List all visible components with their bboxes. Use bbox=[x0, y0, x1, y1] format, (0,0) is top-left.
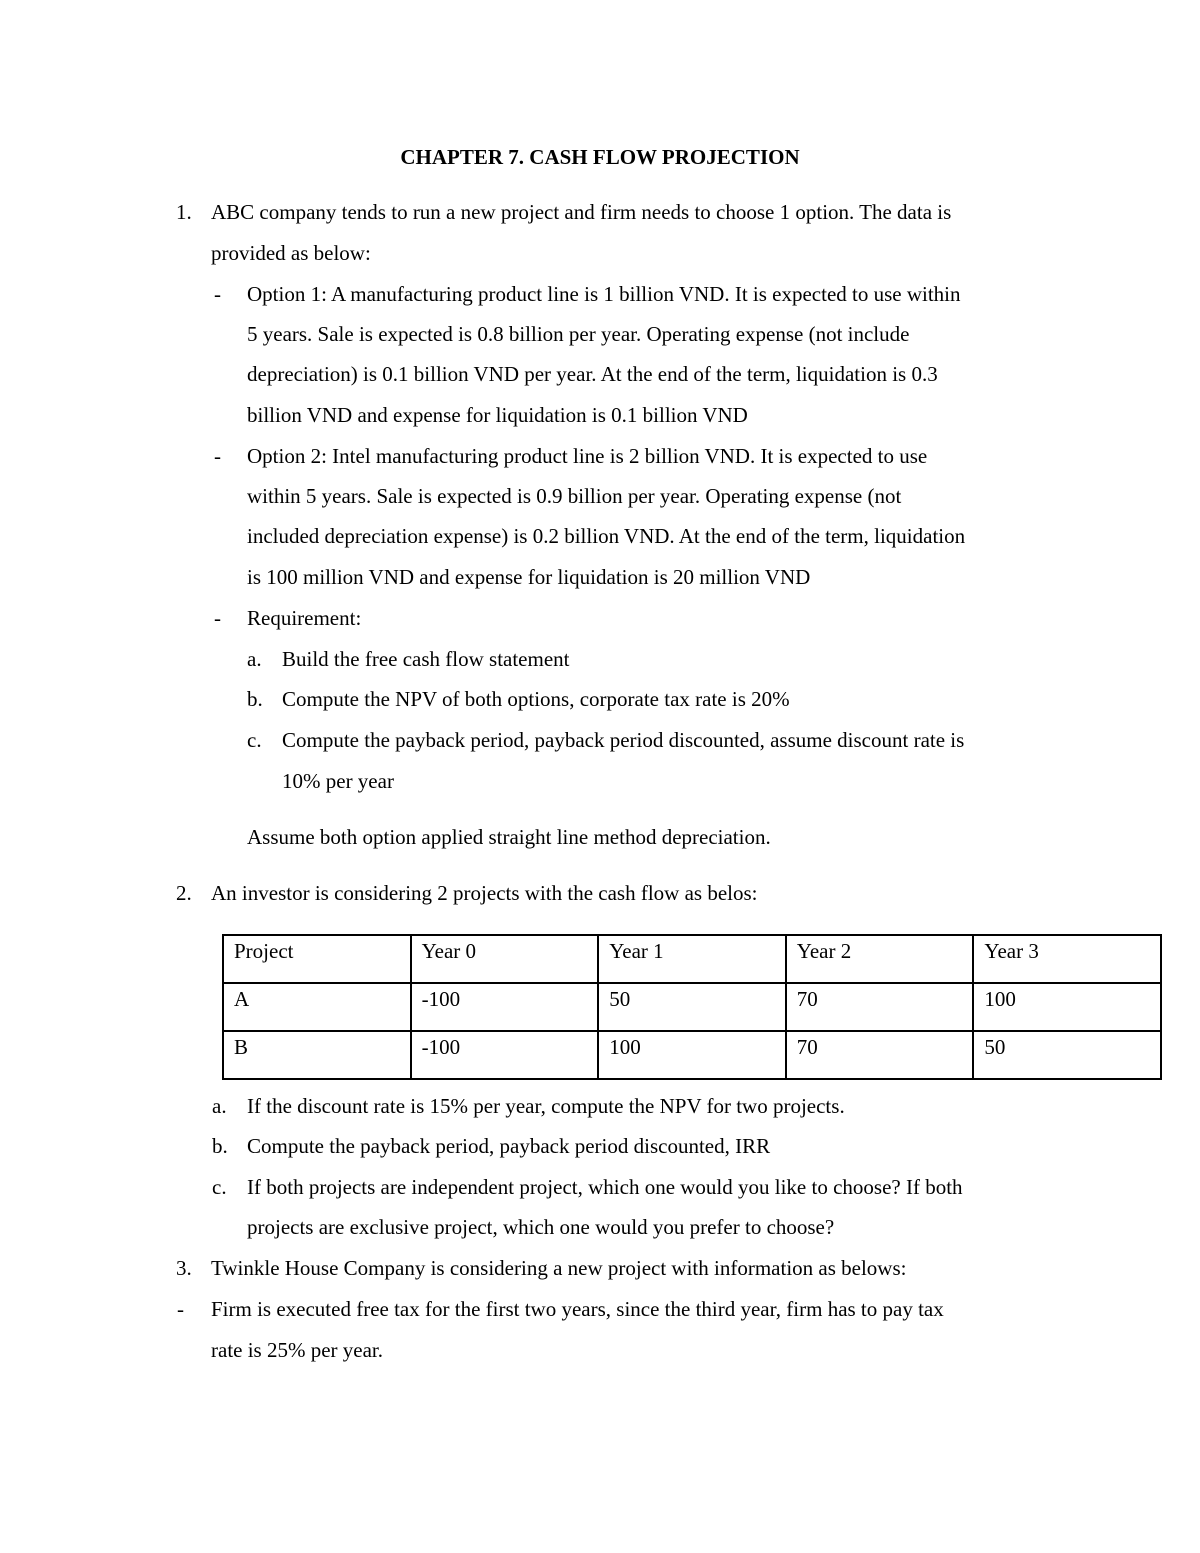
q2-c-letter: c. bbox=[212, 1175, 227, 1199]
cash-flow-table bbox=[222, 934, 1162, 1080]
req-c-text-2: 10% per year bbox=[282, 769, 394, 793]
q3-line-2: rate is 25% per year. bbox=[211, 1338, 384, 1362]
q2-a-letter: a. bbox=[212, 1094, 227, 1118]
q1-number: 1. bbox=[176, 200, 192, 224]
table-header-cell: Project bbox=[223, 935, 411, 983]
table-cell: 100 bbox=[973, 983, 1161, 1031]
option-1-line-4: billion VND and expense for liquidation is 0.1 billion VND bbox=[247, 403, 748, 427]
table-cell: A bbox=[223, 983, 411, 1031]
q2-b-letter: b. bbox=[212, 1134, 228, 1158]
table-header-cell: Year 3 bbox=[973, 935, 1161, 983]
table-cell: B bbox=[223, 1031, 411, 1079]
req-b-letter: b. bbox=[247, 687, 263, 711]
table-header-cell: Year 1 bbox=[598, 935, 786, 983]
option-1-line-3: depreciation) is 0.1 billion VND per year. At the end of the term, liquidation is 0.3 bbox=[247, 362, 938, 386]
req-a-letter: a. bbox=[247, 647, 262, 671]
chapter-title: CHAPTER 7. CASH FLOW PROJECTION bbox=[400, 145, 800, 169]
table-row bbox=[223, 983, 1161, 1031]
req-c-text-1: Compute the payback period, payback period discounted, assume discount rate is bbox=[282, 728, 965, 752]
option-1-bullet: - bbox=[214, 282, 221, 306]
table-cell: 100 bbox=[598, 1031, 786, 1079]
option-2-bullet: - bbox=[214, 444, 221, 468]
req-a-text: Build the free cash flow statement bbox=[282, 647, 570, 671]
table-header-cell: Year 0 bbox=[411, 935, 599, 983]
req-b-text: Compute the NPV of both options, corporate tax rate is 20% bbox=[282, 687, 790, 711]
option-2-line-4: is 100 million VND and expense for liquidation is 20 million VND bbox=[247, 565, 811, 589]
table-cell: -100 bbox=[411, 983, 599, 1031]
q3-line-1: Firm is executed free tax for the first two years, since the third year, firm has to pay tax bbox=[211, 1297, 944, 1321]
req-c-letter: c. bbox=[247, 728, 262, 752]
table-cell: 50 bbox=[598, 983, 786, 1031]
q3-bullet: - bbox=[177, 1297, 184, 1321]
q2-c-text-2: projects are exclusive project, which one would you prefer to choose? bbox=[247, 1215, 835, 1239]
q2-number: 2. bbox=[176, 881, 192, 905]
q3-number: 3. bbox=[176, 1256, 192, 1280]
q2-c-text-1: If both projects are independent project, which one would you like to choose? If both bbox=[247, 1175, 963, 1199]
table-cell: 70 bbox=[786, 983, 974, 1031]
option-1-line-1: Option 1: A manufacturing product line is 1 billion VND. It is expected to use within bbox=[247, 282, 961, 306]
q2-a-text: If the discount rate is 15% per year, compute the NPV for two projects. bbox=[247, 1094, 845, 1118]
option-1-line-2: 5 years. Sale is expected is 0.8 billion per year. Operating expense (not include bbox=[247, 322, 910, 346]
q2-text: An investor is considering 2 projects with the cash flow as belos: bbox=[211, 881, 758, 905]
table-cell: -100 bbox=[411, 1031, 599, 1079]
table-cell: 50 bbox=[973, 1031, 1161, 1079]
q2-b-text: Compute the payback period, payback period discounted, IRR bbox=[247, 1134, 771, 1158]
q1-note: Assume both option applied straight line method depreciation. bbox=[247, 825, 771, 849]
table-cell: 70 bbox=[786, 1031, 974, 1079]
requirement-label: Requirement: bbox=[247, 606, 362, 630]
q1-line-2: provided as below: bbox=[211, 241, 371, 265]
option-2-line-1: Option 2: Intel manufacturing product line is 2 billion VND. It is expected to use bbox=[247, 444, 928, 468]
table-header-row bbox=[223, 935, 1161, 983]
q1-line-1: ABC company tends to run a new project and firm needs to choose 1 option. The data is bbox=[211, 200, 952, 224]
option-2-line-2: within 5 years. Sale is expected is 0.9 billion per year. Operating expense (not bbox=[247, 484, 902, 508]
table-header-cell: Year 2 bbox=[786, 935, 974, 983]
table-row bbox=[223, 1031, 1161, 1079]
requirement-bullet: - bbox=[214, 606, 221, 630]
option-2-line-3: included depreciation expense) is 0.2 billion VND. At the end of the term, liquidation bbox=[247, 524, 966, 548]
q3-text: Twinkle House Company is considering a new project with information as belows: bbox=[211, 1256, 907, 1280]
